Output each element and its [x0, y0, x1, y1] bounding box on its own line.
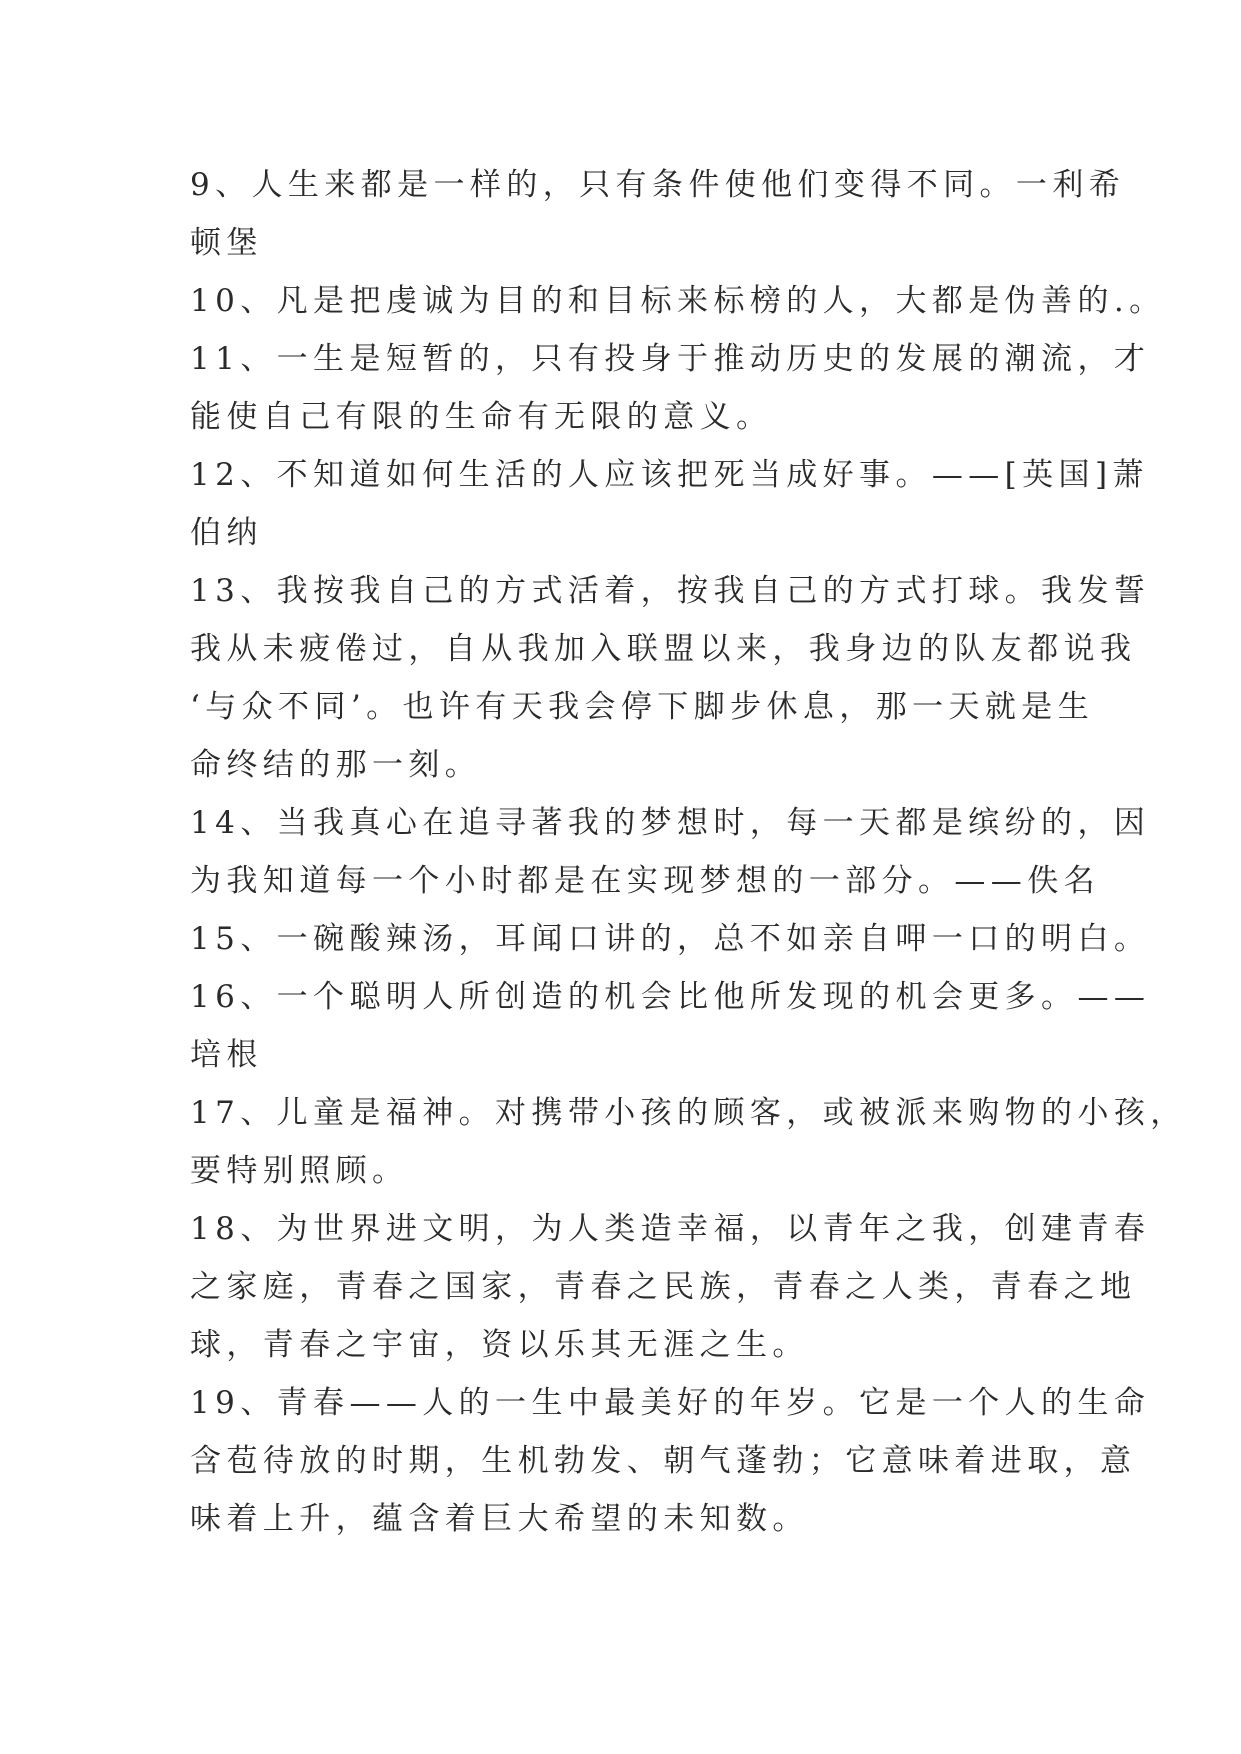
text-line: 10、凡是把虔诚为目的和目标来标榜的人，大都是伪善的.。 [190, 283, 1166, 319]
text-line: 16、一个聪明人所创造的机会比他所发现的机会更多。—— [190, 979, 1151, 1015]
text-line: 命终结的那一刻。 [190, 747, 482, 783]
text-line: 味着上升，蕴含着巨大希望的未知数。 [190, 1501, 809, 1537]
text-line: 要特别照顾。 [190, 1153, 409, 1189]
text-line: 13、我按我自己的方式活着，按我自己的方式打球。我发誓 [190, 573, 1151, 609]
text-line: 为我知道每一个小时都是在实现梦想的一部分。——佚名 [190, 863, 1100, 899]
text-line: 伯纳 [190, 515, 263, 551]
text-line: 培根 [190, 1037, 263, 1073]
text-line: 14、当我真心在追寻著我的梦想时，每一天都是缤纷的，因 [190, 805, 1151, 841]
text-line: 含苞待放的时期，生机勃发、朝气蓬勃；它意味着进取，意 [190, 1443, 1137, 1479]
text-line: 顿堡 [190, 225, 263, 261]
text-line: 19、青春——人的一生中最美好的年岁。它是一个人的生命 [190, 1385, 1151, 1421]
text-line: 12、不知道如何生活的人应该把死当成好事。——[英国]萧 [190, 457, 1149, 493]
text-line: 之家庭，青春之国家，青春之民族，青春之人类，青春之地 [190, 1269, 1137, 1305]
text-line: 能使自己有限的生命有无限的意义。 [190, 399, 773, 435]
text-line: 18、为世界进文明，为人类造幸福，以青年之我，创建青春 [190, 1211, 1151, 1247]
text-line: 11、一生是短暂的，只有投身于推动历史的发展的潮流，才 [190, 341, 1151, 377]
text-line: ‘与众不同’。也许有天我会停下脚步休息，那一天就是生 [190, 689, 1095, 725]
document-body [190, 156, 1187, 1548]
text-line: 15、一碗酸辣汤，耳闻口讲的，总不如亲自呷一口的明白。 [190, 921, 1151, 957]
text-line: 我从未疲倦过，自从我加入联盟以来，我身边的队友都说我 [190, 631, 1137, 667]
text-line: 球，青春之宇宙，资以乐其无涯之生。 [190, 1327, 809, 1363]
text-line: 9、人生来都是一样的，只有条件使他们变得不同。一利希 [190, 167, 1126, 203]
text-line: 17、儿童是福神。对携带小孩的顾客，或被派来购物的小孩， [190, 1095, 1187, 1131]
